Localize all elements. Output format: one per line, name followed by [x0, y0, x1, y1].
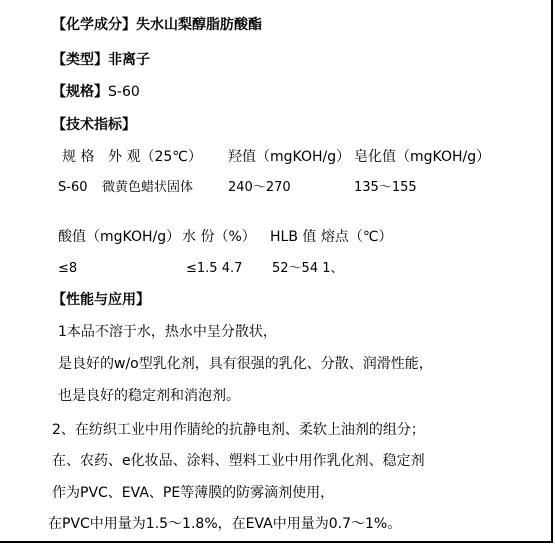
composition-line	[52, 16, 262, 34]
type-line	[52, 51, 150, 69]
tech-row-col2: 微黄色蜡状固体	[102, 180, 194, 195]
tech-label: 【技术指标】	[52, 117, 136, 133]
tech-header2-col1: 酸值（mgKOH/g）	[58, 229, 181, 245]
application-line: 也是良好的稳定剂和消泡剂。	[58, 388, 240, 404]
type-value: 非离子	[108, 52, 150, 68]
application-label: 【性能与应用】	[52, 292, 150, 308]
tech-row-col3: 240～270	[228, 180, 291, 195]
application-line: 作为PVC、EVA、PE等薄膜的防雾滴剂使用，	[52, 485, 335, 501]
tech-row2-col2: ≤1.5 4.7	[186, 261, 243, 276]
spec-label: 【规格】	[52, 84, 108, 100]
composition-value: 失水山梨醇脂肪酸酯	[136, 17, 262, 33]
type-label: 【类型】	[52, 52, 108, 68]
tech-header-col1: 规 格	[62, 149, 95, 165]
application-line: 是良好的w/o型乳化剂，具有很强的乳化、分散、润滑性能，	[58, 356, 433, 372]
tech-header-col2: 外 观（25℃）	[108, 149, 202, 165]
tech-header2-col3: HLB 值 熔点（℃）	[270, 229, 393, 245]
tech-header2-col2: 水 份（%）	[182, 229, 256, 245]
tech-header-col4: 皂化值（mgKOH/g）	[354, 149, 491, 165]
spec-line	[52, 83, 140, 101]
application-line: 1本品不溶于水，热水中呈分散状，	[58, 324, 277, 340]
tech-row-col1: S-60	[58, 180, 88, 195]
tech-header-col3: 羟值（mgKOH/g）	[228, 149, 351, 165]
application-line: 在PVC中用量为1.5～1.8%，在EVA中用量为0.7～1%。	[48, 516, 402, 532]
composition-label: 【化学成分】	[52, 17, 136, 33]
tech-row2-col1: ≤8	[58, 261, 78, 276]
spec-value: S-60	[108, 84, 140, 100]
tech-row-col4: 135～155	[354, 180, 417, 195]
tech-row2-col3: 52～54 1、	[272, 261, 344, 276]
application-line: 2、在纺织工业中用作腈纶的抗静电剂、柔软上油剂的组分；	[52, 422, 425, 438]
application-line: 在、农药、e化妆品、涂料、塑料工业中用作乳化剂、稳定剂	[52, 453, 425, 469]
